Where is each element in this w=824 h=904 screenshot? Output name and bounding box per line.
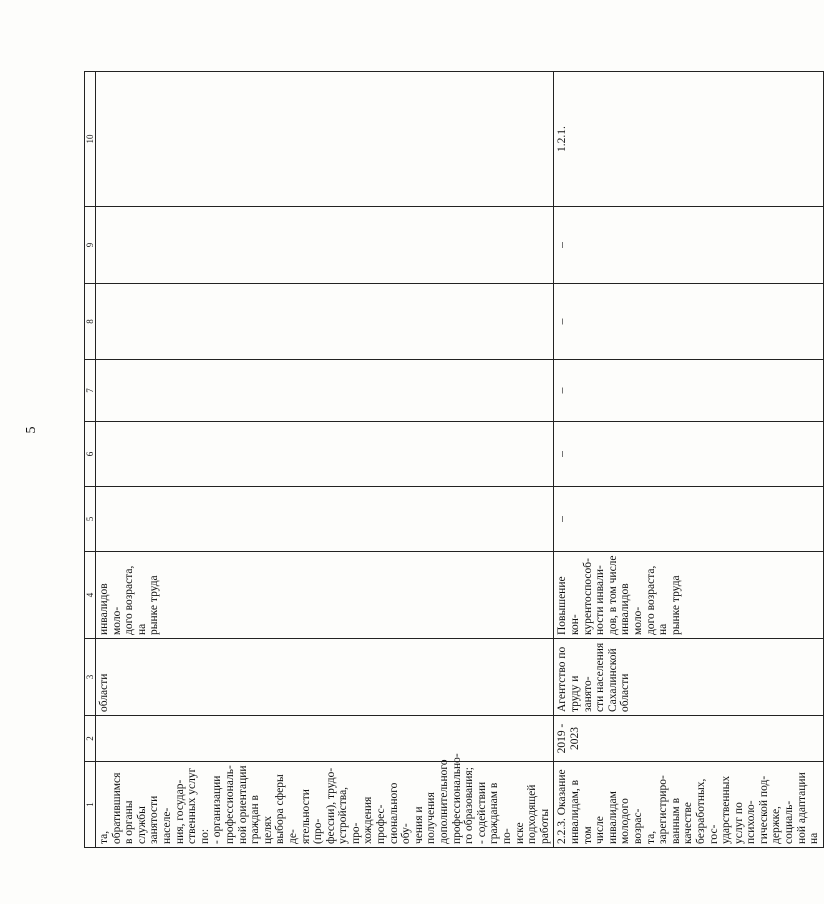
column-header: 4 xyxy=(85,552,96,639)
table-cell xyxy=(554,639,823,716)
header-row xyxy=(85,72,96,848)
cell-text: инвалидов моло- дого возраста, на рынке труда xyxy=(98,565,161,635)
table-cell xyxy=(554,72,823,207)
cell-text: 2019 - 2023 xyxy=(556,723,581,754)
table-cell xyxy=(96,207,554,284)
cell-text: Повышение кон- курентоспособ- ности инвали- дов, в том числе инвалидов моло- дого возраста, на рынке труда xyxy=(556,555,682,635)
table-cell xyxy=(96,284,554,360)
table-cell xyxy=(96,716,554,762)
cell-text: – xyxy=(556,516,569,522)
column-header: 3 xyxy=(85,639,96,716)
table-cell xyxy=(96,72,554,207)
column-header: 10 xyxy=(85,72,96,207)
cell-text: 2.2.3. Оказание инвалидам, в том числе инвалидам молодого возрас- та, зарегистриро- ванным в качестве безработных, гос- ударственных услуг по психоло- гической под- держке, социаль- ной адаптации на xyxy=(556,769,821,844)
table-cell xyxy=(554,360,823,422)
table-cell xyxy=(554,716,823,762)
table-cell xyxy=(96,639,554,716)
table-cell xyxy=(554,207,823,284)
column-header: 2 xyxy=(85,716,96,762)
table-cell xyxy=(554,284,823,360)
table-cell xyxy=(96,552,554,639)
rotated-table-container xyxy=(84,72,821,848)
column-header: 5 xyxy=(85,487,96,552)
table-cell xyxy=(96,422,554,487)
table-cell xyxy=(96,753,554,848)
table-cell xyxy=(554,487,823,552)
column-header: 9 xyxy=(85,207,96,284)
column-header: 7 xyxy=(85,360,96,422)
table-cell xyxy=(96,360,554,422)
column-header: 6 xyxy=(85,422,96,487)
cell-text: 1.2.1. xyxy=(556,126,569,152)
table-cell xyxy=(554,552,823,639)
cell-text: – xyxy=(556,451,569,457)
table-cell xyxy=(554,762,823,848)
cell-text: – xyxy=(556,318,569,325)
table-cell xyxy=(96,487,554,552)
page-number: 5 xyxy=(24,426,39,434)
cell-text: – xyxy=(556,387,569,394)
column-header: 8 xyxy=(85,284,96,360)
table-row xyxy=(96,72,554,848)
table-row xyxy=(554,72,823,848)
cell-text: области xyxy=(98,673,110,712)
cell-text: – xyxy=(556,242,569,248)
column-header: 1 xyxy=(85,762,96,848)
document-table xyxy=(84,71,824,848)
cell-text: та, обратившимся в органы службы занятости населе- ния, государ- ственных услуг по: - организации профессиональ- ной ориентации граждан в целях выбора сферы де- ятельности (про- фессии), трудо- устройства, про- хождения профес- сионального обу- чения и получения дополнительного профессионально- го образования; - содействии гражданам в по- иске подходящей работы xyxy=(98,753,551,844)
cell-text: Агентство по труду и занято- сти населения Сахалинской области xyxy=(556,642,632,712)
table-cell xyxy=(554,422,823,487)
